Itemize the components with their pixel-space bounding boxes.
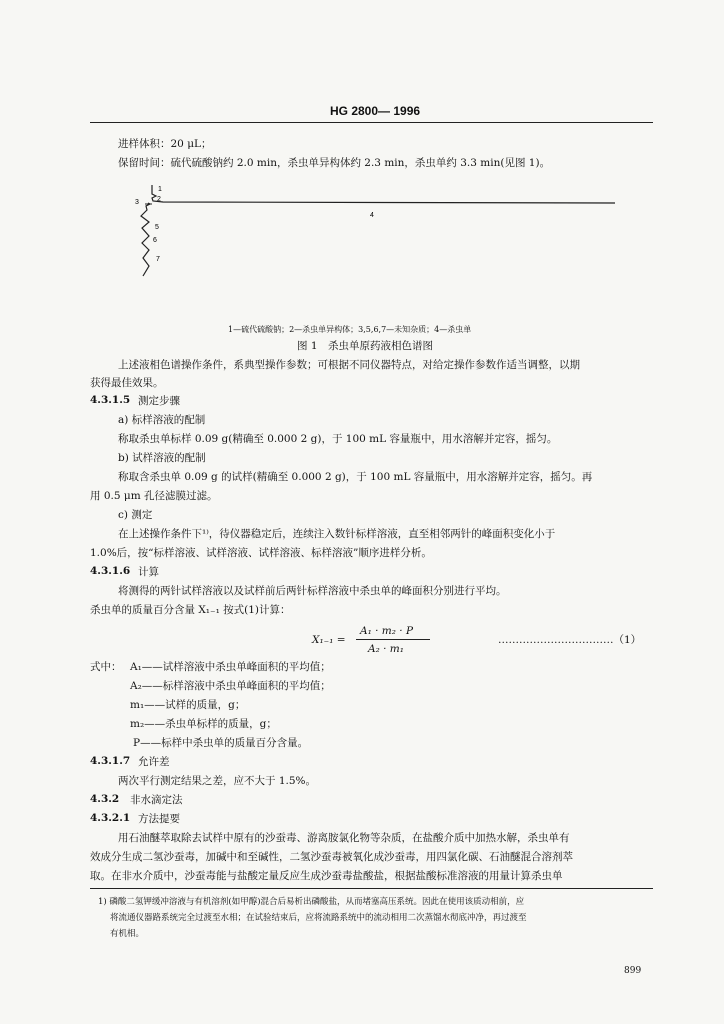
body-line: 用石油醚萃取除去试样中原有的沙蚕毒、游离胺氯化物等杂质，在盐酸介质中加热水解，杀虫单有 [118,832,570,844]
body-line: 用 0.5 μm 孔径滤膜过滤。 [90,490,218,502]
footnote-line: 将流通仪器路系统完全过渡至水相；在试验结束后，应将流路系统中的流动相用二次蒸馏水彻底冲净，再过渡至 [110,913,527,923]
section-title: 方法提要 [138,813,180,825]
peak-label-7: 7 [156,256,160,263]
section-title: 测定步骤 [138,395,180,407]
variable-definition: A₁——试样溶液中杀虫单峰面积的平均值； [130,661,331,673]
standard-number: HG 2800— 1996 [330,104,421,118]
footnote-rule [90,888,653,889]
fraction-bar [356,639,430,640]
peak-label-6: 6 [153,237,157,244]
where-label: 式中： [90,661,122,673]
section-number: 4.3.1.5 [90,394,131,406]
body-line: 将测得的两针试样溶液以及试样前后两针标样溶液中杀虫单的峰面积分别进行平均。 [118,585,507,597]
peak-label-1: 1 [158,186,162,193]
body-line: 杀虫单的质量百分含量 X₁₋₁ 按式(1)计算： [90,604,291,616]
page-number: 899 [624,966,642,976]
retention-time-line: 保留时间：硫代硫酸钠约 2.0 min，杀虫单异构体约 2.3 min，杀虫单约 3.3 min(见图 1)。 [118,157,551,169]
body-line: 1.0%后，按“标样溶液、试样溶液、试样溶液、标样溶液”顺序进样分析。 [90,547,432,559]
variable-definition: P——标样中杀虫单的质量百分含量。 [133,737,309,749]
body-line: 称取含杀虫单 0.09 g 的试样(精确至 0.000 2 g)，于 100 mL 容量瓶中，用水溶解并定容，摇匀。再 [118,471,593,483]
chromatogram [0,180,724,330]
body-line: 效成分生成二氢沙蚕毒，加碱中和至碱性，二氢沙蚕毒被氧化成沙蚕毒，用四氯化碳、石油醚混合溶剂萃 [90,851,573,863]
peak-label-5: 5 [155,224,159,231]
subsection-title: b) 试样溶液的配制 [118,452,206,464]
injection-volume-line: 进样体积：20 μL； [118,138,212,150]
chromatogram-legend: 1—硫代硫酸钠；2—杀虫单异构体；3,5,6,7—未知杂质；4—杀虫单 [228,325,472,334]
header-rule [90,122,653,123]
section-number: 4.3.1.6 [90,565,131,577]
formula-lhs: X₁₋₁ = [312,634,346,646]
body-line: 两次平行测定结果之差，应不大于 1.5%。 [118,775,317,787]
paragraph-line: 上述液相色谱操作条件，系典型操作参数；可根据不同仪器特点，对给定操作参数作适当调整，以期 [118,359,580,371]
body-line: 在上述操作条件下¹⁾，待仪器稳定后，连续注入数针标样溶液，直至相邻两针的峰面积变化小于 [118,528,556,540]
section-number: 4.3.2.1 [90,812,131,824]
peak-label-3: 3 [135,199,139,206]
variable-definition: A₂——标样溶液中杀虫单峰面积的平均值； [130,680,331,692]
body-line: 称取杀虫单标样 0.09 g(精确至 0.000 2 g)，于 100 mL 容量瓶中，用水溶解并定容，摇匀。 [118,433,558,445]
formula-numerator: A₁ · m₂ · P [360,625,414,637]
section-title: 非水滴定法 [130,794,183,806]
subsection-title: c) 测定 [118,509,153,521]
section-number: 4.3.2 [90,793,120,805]
chromatogram-trace [141,185,615,276]
formula-number: ……………………………（1） [498,634,642,646]
body-line: 取。在非水介质中，沙蚕毒能与盐酸定量反应生成沙蚕毒盐酸盐，根据盐酸标准溶液的用量计算杀虫单 [90,870,563,882]
paragraph-line: 获得最佳效果。 [90,377,164,389]
figure-caption: 图 1 杀虫单原药液相色谱图 [297,340,434,352]
section-title: 计算 [138,566,159,578]
variable-definition: m₂——杀虫单标样的质量，g； [130,718,277,730]
subsection-title: a) 标样溶液的配制 [118,414,206,426]
footnote-line: 1) 磷酸二氢钾缓冲溶液与有机溶剂(如甲醇)混合后易析出磷酸盐，从而堵塞高压系统。因此在使用该质动相前，应 [98,897,525,907]
variable-definition: m₁——试样的质量，g； [130,699,246,711]
section-number: 4.3.1.7 [90,755,131,767]
peak-label-4: 4 [370,212,374,219]
section-title: 允许差 [138,756,170,768]
peak-label-2: 2 [157,196,161,203]
formula-denominator: A₂ · m₁ [368,643,404,655]
footnote-line: 有机相。 [110,929,145,939]
